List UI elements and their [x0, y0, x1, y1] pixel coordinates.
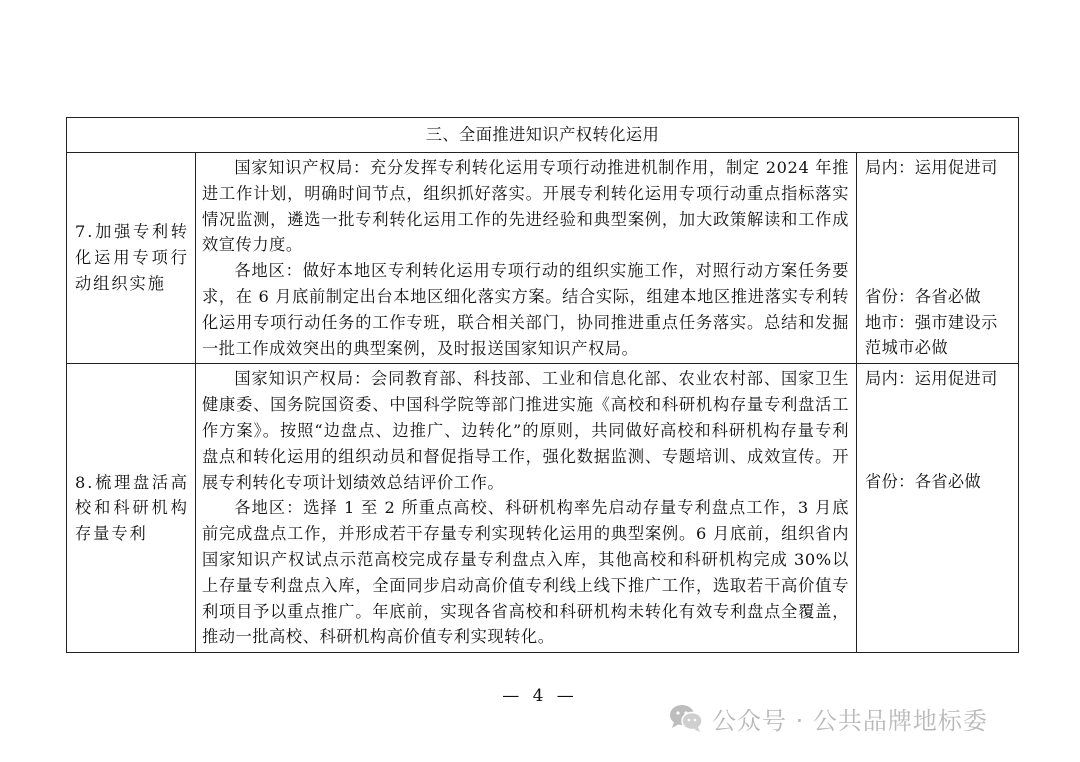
task-paragraph: 国家知识产权局：充分发挥专利转化运用专项行动推进机制作用，制定 2024 年推进工作计划，明确时间节点，组织抓好落实。开展专利转化运用专项行动重点指标落实情况监测，遴选一批专利转化运用工作的先进经验和典型案例，加大政策解读和工作成效宣传力度。 [202, 158, 849, 255]
responsible-bureau: 局内：运用促进司 [865, 369, 998, 389]
table-row [67, 153, 1019, 364]
table-row [67, 364, 1019, 653]
responsible-units [857, 364, 1019, 653]
task-paragraph: 国家知识产权局：会同教育部、科技部、工业和信息化部、农业农村部、国家卫生健康委、国务院国资委、中国科学院等部门推进实施《高校和科研机构存量专利盘活工作方案》。按照“边盘点、边推广、边转化”的原则，共同做好高校和科研机构存量专利盘点和转化运用的组织动员和督促指导工作，强化数据监测、专题培训、成效宣传。开展专利转化专项计划绩效总结评价工作。 [202, 369, 849, 492]
responsible-province: 省份：各省必做 [865, 472, 982, 492]
responsible-city: 地市：强市建设示 [865, 312, 998, 332]
responsible-units [857, 153, 1019, 364]
responsible-bureau: 局内：运用促进司 [865, 158, 998, 177]
watermark-text: 公众号 · 公共品牌地标委 [712, 706, 988, 735]
page-number: — 4 — [502, 686, 578, 706]
responsible-city-cont: 范城市必做 [865, 338, 948, 358]
task-detail [196, 364, 857, 653]
task-name: 7.加强专利转化运用专项行动组织实施 [67, 153, 196, 364]
task-paragraph: 各地区：做好本地区专利转化运用专项行动的组织实施工作，对照行动方案任务要求，在 6 月底前制定出台本地区细化落实方案。结合实际，组建本地区推进落实专利转化运用专项行动任务的工作专班，联合相关部门，协同推进重点任务落实。总结和发掘一批工作成效突出的典型案例，及时报送国家知识产权局。 [202, 261, 849, 358]
task-paragraph: 各地区：选择 1 至 2 所重点高校、科研机构率先启动存量专利盘点工作，3 月底前完成盘点工作，并形成若干存量专利实现转化运用的典型案例。6 月底前，组织省内国家知识产权试点示范高校完成存量专利盘点入库，其他高校和科研机构完成 30%以上存量专利盘点入库，全面同步启动高价值专利线上线下推广工作，选取若干高价值专利项目予以重点推广。年底前，实现各省高校和科研机构未转化有效专利盘点全覆盖，推动一批高校、科研机构高价值专利实现转化。 [202, 498, 849, 647]
watermark [668, 700, 988, 736]
task-table [66, 117, 1019, 653]
wechat-icon [668, 702, 704, 734]
task-detail [196, 153, 857, 364]
section-header-row [67, 118, 1019, 153]
task-name: 8.梳理盘活高校和科研机构存量专利 [67, 364, 196, 653]
responsible-province: 省份：各省必做 [865, 286, 982, 306]
section-title: 三、全面推进知识产权转化运用 [67, 118, 1019, 153]
